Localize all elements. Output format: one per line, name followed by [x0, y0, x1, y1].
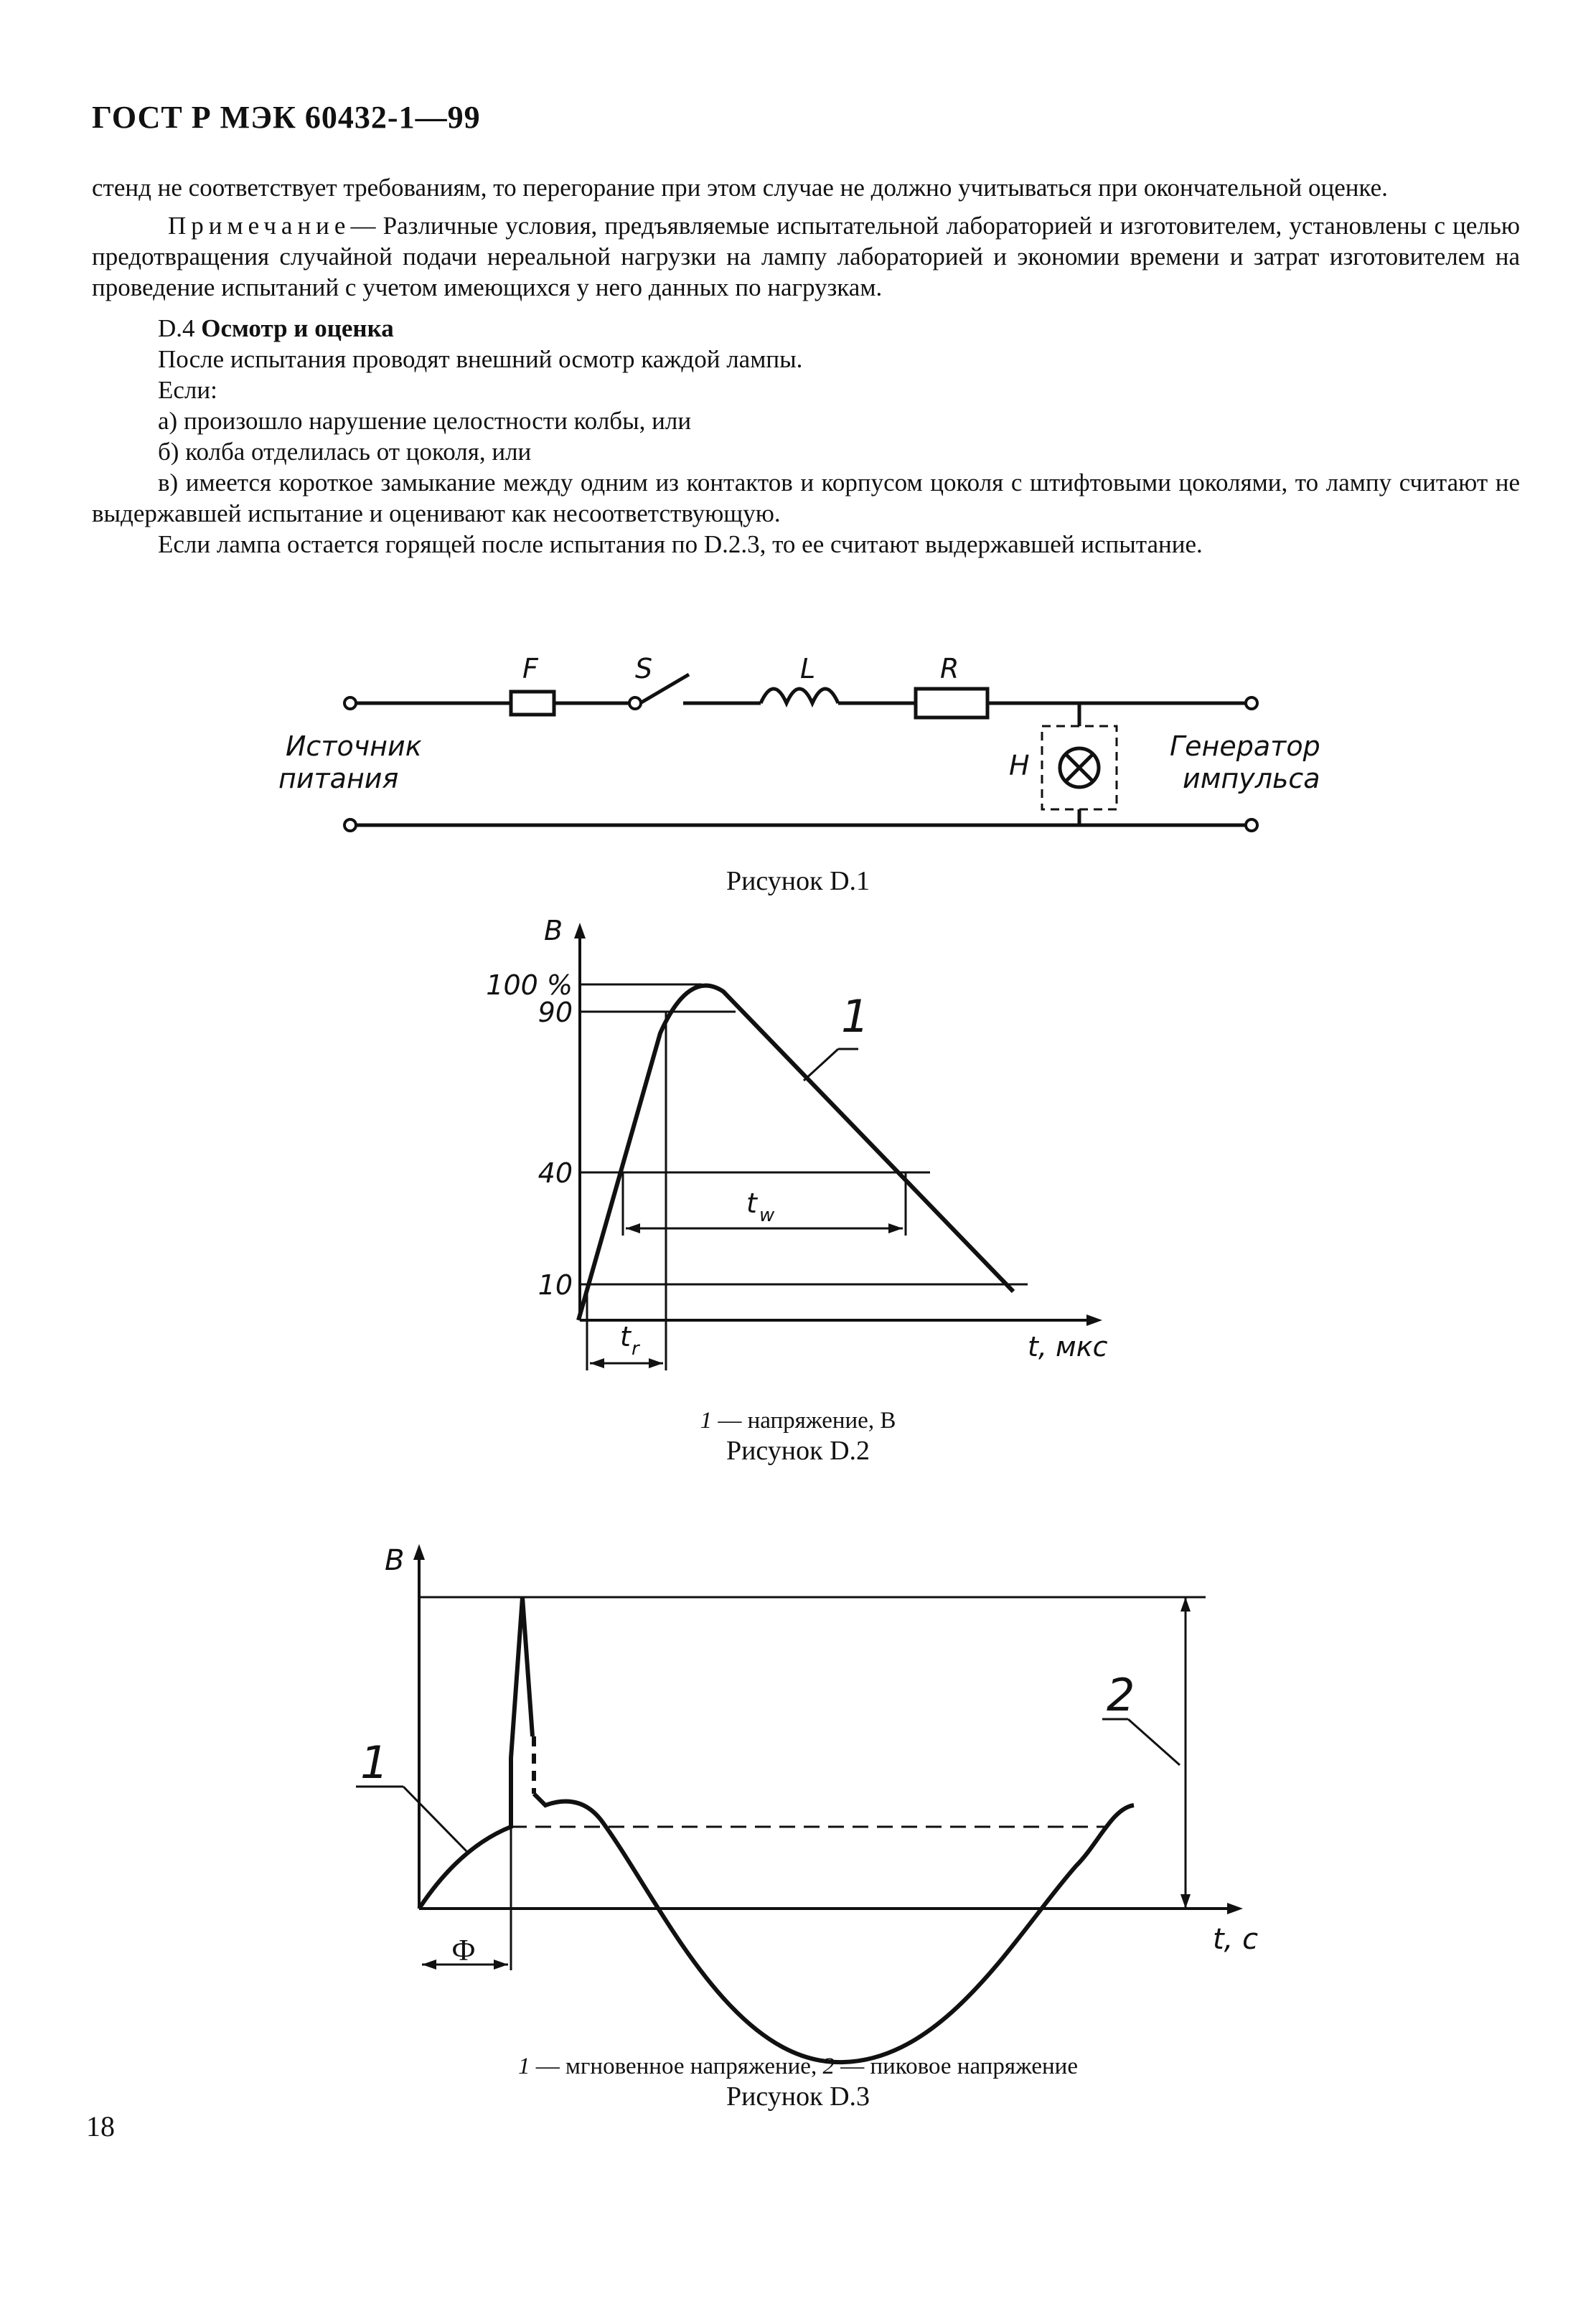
- legend-text-2: — пиковое напряжение: [834, 2054, 1078, 2079]
- x-axis-label: t, c: [1213, 1923, 1259, 1956]
- tw-subscript: w: [759, 1205, 775, 1226]
- tick-90: 90: [538, 997, 573, 1028]
- list-item-b: б) колба отделилась от цоколя, или: [158, 438, 532, 466]
- y-axis-label: B: [544, 915, 563, 946]
- label-R: R: [940, 653, 959, 685]
- source-label-1: Источник: [286, 730, 422, 762]
- label1-leader: [403, 1787, 466, 1851]
- figure-d3-legend: [0, 2054, 1596, 2080]
- curve-label-1: 1: [360, 1736, 389, 1789]
- tick-100: 100 %: [486, 969, 573, 1001]
- x-axis-arrow: [1227, 1903, 1243, 1914]
- generator-label-2: импульса: [1183, 763, 1320, 794]
- legend-text-1: — мгновенное напряжение,: [530, 2054, 823, 2079]
- figure-d3-caption: Рисунок D.3: [726, 2081, 870, 2112]
- page-number: 18: [86, 2110, 115, 2142]
- legend-number: 1: [700, 1408, 713, 1434]
- section-number: D.4: [158, 314, 195, 342]
- generator-label-1: Генератор: [1170, 730, 1320, 762]
- label-S: S: [635, 653, 653, 685]
- label-H: H: [1009, 750, 1030, 781]
- tr-label: t: [620, 1321, 631, 1352]
- text-line: Если лампа остается горящей после испытания по D.2.3, то ее считают выдержавшей испытание.: [158, 530, 1203, 558]
- paragraph-continuation: стенд не соответствует требованиям, то перегорание при этом случае не должно учитываться при окончательной оценке.: [92, 174, 1388, 202]
- tr-subscript: r: [632, 1338, 639, 1360]
- voltage-curve: [419, 1597, 1134, 2062]
- curve-label-1: 1: [841, 990, 870, 1043]
- list-item-c: в) имеется короткое замыкание между одним из контактов и корпусом цоколя с штифтовыми цоколями, то лампу считают не выдержавшей испытание и оценивают как несоответствующую.: [92, 469, 1520, 527]
- curve-label-2: 2: [1107, 1669, 1135, 1721]
- phi-label: Ф: [451, 1934, 476, 1967]
- y-axis-arrow: [413, 1544, 425, 1560]
- document-header: ГОСТ Р МЭК 60432-1—99: [92, 100, 481, 135]
- tick-10: 10: [538, 1269, 573, 1301]
- source-label-2: питания: [278, 763, 399, 794]
- tick-40: 40: [538, 1157, 573, 1189]
- text-line: Если:: [158, 376, 217, 404]
- section-title: Осмотр и оценка: [201, 314, 394, 342]
- text-line: После испытания проводят внешний осмотр каждой лампы.: [158, 345, 803, 373]
- legend-text: — напряжение, В: [712, 1408, 896, 1434]
- figure-d1-caption: Рисунок D.1: [726, 866, 870, 896]
- label-L: L: [800, 653, 816, 685]
- x-axis-label: t, мкс: [1028, 1331, 1108, 1363]
- legend-number-2: 2: [822, 2054, 835, 2079]
- peak-arrow-top: [1180, 1597, 1191, 1612]
- figure-d2-caption: Рисунок D.2: [726, 1436, 870, 1466]
- note-text: — Различные условия, предъявляемые испытательной лабораторией и изготовителем, установлены с целью предотвращения случайной подачи нереальной нагрузки на лампу лабораторией и экономии времени и затрат изготовителем на проведение испытаний с учетом имеющихся у него данных по нагрузкам.: [92, 212, 1520, 301]
- tw-label: t: [746, 1187, 757, 1219]
- legend-number-1: 1: [518, 2054, 530, 2079]
- list-item-a: а) произошло нарушение целостности колбы, или: [158, 407, 692, 435]
- y-axis-label: B: [385, 1544, 405, 1577]
- label-F: F: [522, 653, 538, 685]
- phi-arrow-right: [494, 1960, 508, 1970]
- note-label: Примечание: [168, 212, 351, 240]
- phi-arrow-left: [422, 1960, 436, 1970]
- peak-arrow-bottom: [1180, 1894, 1191, 1909]
- label2-leader: [1128, 1719, 1180, 1765]
